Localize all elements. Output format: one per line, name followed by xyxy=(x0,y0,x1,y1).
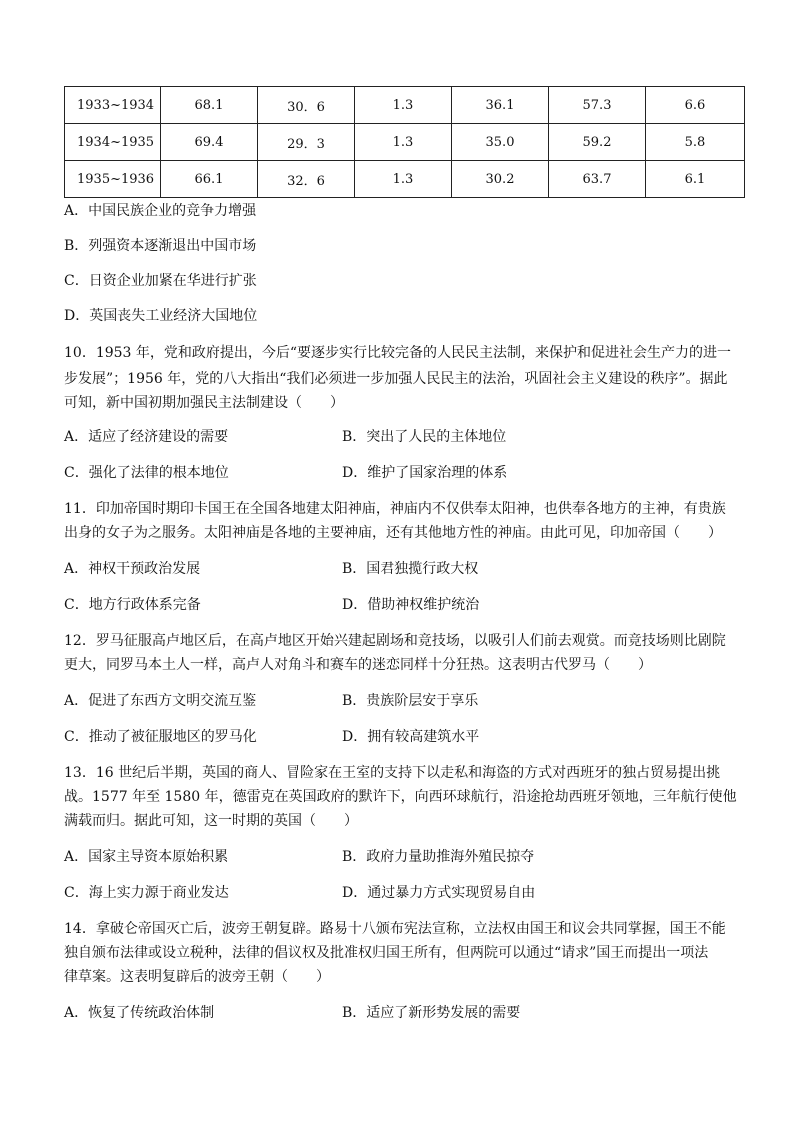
q13-option-b: B．政府力量助推海外殖民掠夺 xyxy=(342,849,535,865)
q9-option-b: B．列强资本逐渐退出中国市场 xyxy=(64,238,257,254)
table-cell: 57.3 xyxy=(549,87,646,124)
q14-option-a: A．恢复了传统政治体制 xyxy=(64,1005,215,1021)
table-cell: 68.1 xyxy=(161,87,258,124)
q13-option-c: C．海上实力源于商业发达 xyxy=(64,885,229,901)
q13-option-d: D．通过暴力方式实现贸易自由 xyxy=(342,885,536,901)
table-cell: 1934~1935 xyxy=(65,124,161,161)
q11-stem-line: 11．印加帝国时期印卡国王在全国各地建太阳神庙，神庙内不仅供奉太阳神，也供奉各地方的主神，有贵族 xyxy=(64,501,726,517)
q10-stem-line: 步发展”；1956 年，党的八大指出“我们必须进一步加强人民民主的法治，巩固社会主义建设的秩序”。据此 xyxy=(64,371,728,387)
q11-option-b: B．国君独揽行政大权 xyxy=(342,561,479,577)
table-cell: 1935~1936 xyxy=(65,161,161,198)
q12-option-b: B．贵族阶层安于享乐 xyxy=(342,693,479,709)
table-cell: 66.1 xyxy=(161,161,258,198)
q13-stem-line: 13．16 世纪后半期，英国的商人、冒险家在王室的支持下以走私和海盗的方式对西班牙的独占贸易提出挑 xyxy=(64,765,721,781)
table-cell: 30.2 xyxy=(452,161,549,198)
table-cell: 6.1 xyxy=(646,161,745,198)
q12-option-c: C．推动了被征服地区的罗马化 xyxy=(64,729,257,745)
table-row xyxy=(65,87,745,124)
table-cell: 5.8 xyxy=(646,124,745,161)
table-cell: 29．3 xyxy=(258,124,355,161)
q10-option-b: B．突出了人民的主体地位 xyxy=(342,429,507,445)
q13-option-a: A．国家主导资本原始积累 xyxy=(64,849,229,865)
q10-stem-line: 可知，新中国初期加强民主法制建设（ ） xyxy=(64,395,344,411)
table-cell: 69.4 xyxy=(161,124,258,161)
table-cell: 1.3 xyxy=(355,161,452,198)
q9-option-a: A．中国民族企业的竞争力增强 xyxy=(64,203,257,219)
q14-option-b: B．适应了新形势发展的需要 xyxy=(342,1005,521,1021)
table-cell: 1933~1934 xyxy=(65,87,161,124)
q11-option-d: D．借助神权维护统治 xyxy=(342,597,480,613)
q12-option-a: A．促进了东西方文明交流互鉴 xyxy=(64,693,257,709)
table-cell: 36.1 xyxy=(452,87,549,124)
data-table xyxy=(64,86,745,198)
table-cell: 63.7 xyxy=(549,161,646,198)
q14-stem-line: 14．拿破仑帝国灭亡后，波旁王朝复辟。路易十八颁布宪法宣称，立法权由国王和议会共同掌握，国王不能 xyxy=(64,921,726,937)
table-row xyxy=(65,124,745,161)
q12-stem-line: 更大，同罗马本土人一样，高卢人对角斗和赛车的迷恋同样十分狂热。这表明古代罗马（ ） xyxy=(64,657,652,673)
q11-stem-line: 出身的女子为之服务。太阳神庙是各地的主要神庙，还有其他地方性的神庙。由此可见，印加帝国（ ） xyxy=(64,525,722,541)
q11-option-c: C．地方行政体系完备 xyxy=(64,597,201,613)
q13-stem-line: 战。1577 年至 1580 年，德雷克在英国政府的默许下，向西环球航行，沿途抢劫西班牙领地，三年航行使他 xyxy=(64,789,737,805)
q10-option-a: A．适应了经济建设的需要 xyxy=(64,429,229,445)
q14-stem-line: 律草案。这表明复辟后的波旁王朝（ ） xyxy=(64,969,330,985)
q9-option-d: D．英国丧失工业经济大国地位 xyxy=(64,308,258,324)
table-cell: 35.0 xyxy=(452,124,549,161)
q13-stem-line: 满载而归。据此可知，这一时期的英国（ ） xyxy=(64,813,358,829)
q12-option-d: D．拥有较高建筑水平 xyxy=(342,729,480,745)
table-cell: 30．6 xyxy=(258,87,355,124)
q14-stem-line: 独自颁布法律或设立税种，法律的倡议权及批准权归国王所有，但两院可以通过“请求”国王而提出一项法 xyxy=(64,945,709,961)
table-cell: 1.3 xyxy=(355,87,452,124)
table-row xyxy=(65,161,745,198)
q12-stem-line: 12．罗马征服高卢地区后，在高卢地区开始兴建起剧场和竞技场，以吸引人们前去观赏。而竞技场则比剧院 xyxy=(64,633,726,649)
q10-option-d: D．维护了国家治理的体系 xyxy=(342,465,508,481)
q9-option-c: C．日资企业加紧在华进行扩张 xyxy=(64,273,257,289)
table-cell: 6.6 xyxy=(646,87,745,124)
table-cell: 59.2 xyxy=(549,124,646,161)
q10-option-c: C．强化了法律的根本地位 xyxy=(64,465,229,481)
table-cell: 32．6 xyxy=(258,161,355,198)
q10-stem-line: 10．1953 年，党和政府提出，今后“要逐步实行比较完备的人民民主法制，来保护和促进社会生产力的进一 xyxy=(64,345,732,361)
q11-option-a: A．神权干预政治发展 xyxy=(64,561,201,577)
table-cell: 1.3 xyxy=(355,124,452,161)
